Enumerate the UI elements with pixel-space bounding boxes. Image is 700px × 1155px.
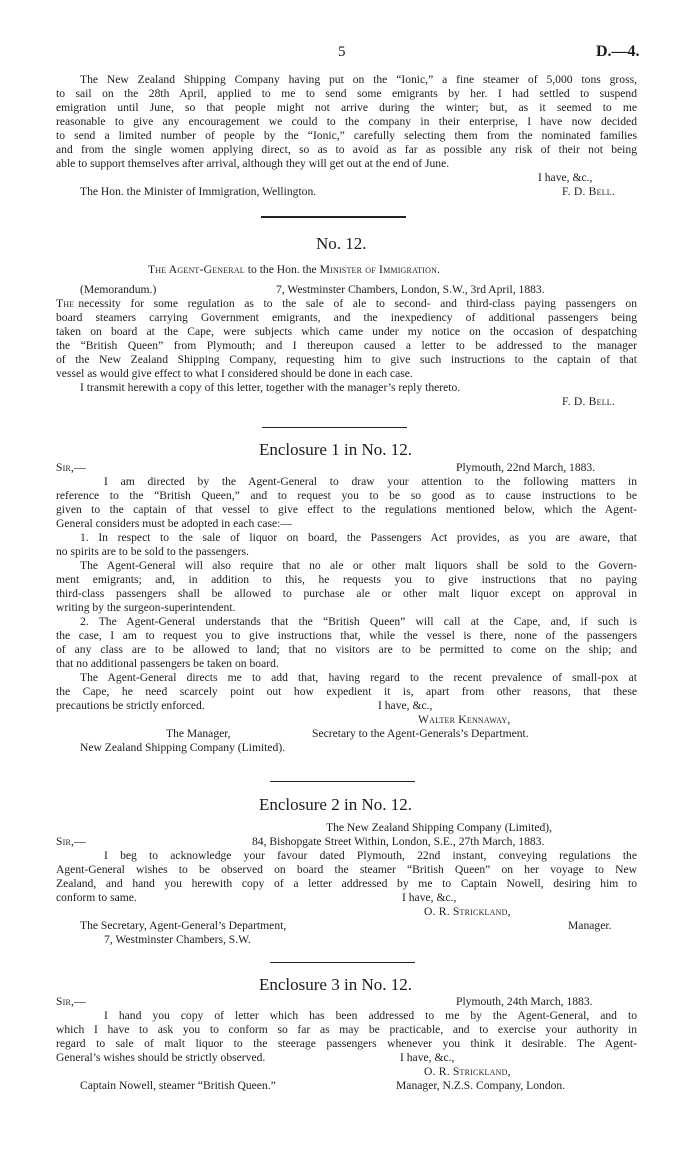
no12-signature: F. D. Bell. — [562, 395, 615, 408]
no12-subtitle-mid: to the Hon. the — [247, 263, 317, 276]
enclosure-3-line: regard to sale of malt liquor to the steerage passengers whenever you think it desirable. The Agent- — [56, 1037, 637, 1050]
enclosure-2-line: Zealand, and hand you herewith copy of a letter addressed by me to Captain Nowell, desiring him to — [56, 877, 637, 890]
enclosure-3-last-line: General’s wishes should be strictly observed. — [56, 1051, 266, 1064]
enclosure-2-addressee: The Secretary, Agent-General’s Department, — [80, 919, 287, 932]
enclosure-1-line: reference to the “British Queen,” and to request you to be so good as to cause instructions to be — [56, 489, 637, 502]
enclosure-1-line: The Agent-General directs me to add that, having regard to the recent prevalence of small-pox at — [80, 671, 637, 684]
document-reference: D.—4. — [596, 43, 640, 60]
no12-subtitle — [148, 263, 440, 277]
no12-subtitle-from: The Agent-General — [148, 263, 245, 276]
enclosure-2-line: Agent-General wishes to be observed on board the steamer “British Queen” on her voyage to New — [56, 863, 637, 876]
enclosure-2-heading: Enclosure 2 in No. 12. — [259, 795, 412, 814]
enclosure-1-addressee-company: New Zealand Shipping Company (Limited). — [80, 741, 286, 754]
section-divider — [262, 427, 407, 428]
no12-line: of the New Zealand Shipping Company, requesting him to give such instructions to the captain of that — [56, 353, 637, 366]
enclosure-2-line: I beg to acknowledge your favour dated Plymouth, 22nd instant, conveying regulations the — [104, 849, 637, 862]
enclosure-1-line: no spirits are to be sold to the passengers. — [56, 545, 249, 558]
enclosure-3-signature: O. R. Strickland, — [424, 1065, 511, 1078]
no12-first-line — [56, 297, 637, 311]
letter-a-signature: F. D. Bell. — [562, 185, 615, 198]
letter-a-line: emigration until June, so that people might not arrive during the winter; but, as it seemed to me — [56, 101, 637, 114]
letter-a-line: to sail on the 28th April, applied to me to send some emigrants by her. I had settled to suspend — [56, 87, 637, 100]
enclosure-2-closing: I have, &c., — [402, 891, 457, 904]
enclosure-2-salutation: Sir,— — [56, 835, 86, 848]
enclosure-1-line: given to the captain of that vessel to give effect to the regulations mentioned below, which the Agent- — [56, 503, 637, 516]
enclosure-1-line: General considers must be adopted in each case:— — [56, 517, 292, 530]
enclosure-2-last-line: conform to same. — [56, 891, 137, 904]
enclosure-1-line: writing by the surgeon-superintendent. — [56, 601, 236, 614]
letter-a-line: to send a limited number of people by the “Ionic,” carefully selecting them from the nominated families — [56, 129, 637, 142]
no12-heading: No. 12. — [316, 234, 367, 253]
enclosure-2-address: 84, Bishopgate Street Within, London, S.E., 27th March, 1883. — [252, 835, 545, 848]
no12-line: necessity for some regulation as to the sale of ale to second- and third-class paying passengers on — [78, 297, 637, 310]
enclosure-2-company: The New Zealand Shipping Company (Limited), — [326, 821, 553, 834]
enclosure-1-addressee: The Manager, — [166, 727, 231, 740]
enclosure-1-line: 1. In respect to the sale of liquor on board, the Passengers Act provides, as you are aware, that — [80, 531, 637, 544]
enclosure-3-salutation: Sir,— — [56, 995, 86, 1008]
enclosure-1-line: that no additional passengers be taken on board. — [56, 657, 279, 670]
no12-line: the “British Queen” from Plymouth; and I thereupon caused a letter to be addressed to the manager — [56, 339, 637, 352]
section-divider — [261, 216, 406, 218]
enclosure-1-line: third-class passengers shall be allowed to purchase ale or other malt liquor except on approval in — [56, 587, 637, 600]
no12-memo-label: (Memorandum.) — [80, 283, 157, 296]
enclosure-3-closing: I have, &c., — [400, 1051, 455, 1064]
enclosure-1-line: The Agent-General will also require that no ale or other malt liquors shall be sold to the Govern- — [80, 559, 637, 572]
no12-subtitle-to: Minister of Immigration. — [319, 263, 441, 276]
enclosure-1-line: ment emigrants; and, in addition to this, he requests you to give instructions that no paying — [56, 573, 637, 586]
enclosure-1-line: the Cape, he need scarcely point out how expedient it is, apart from other reasons, that these — [56, 685, 637, 698]
enclosure-1-signatory-title: Secretary to the Agent-Generals’s Department. — [312, 727, 529, 740]
letter-a-addressee: The Hon. the Minister of Immigration, Wellington. — [80, 185, 317, 198]
enclosure-1-signature: Walter Kennaway, — [418, 713, 511, 726]
no12-first-word: The — [56, 297, 75, 310]
enclosure-2-signatory-title: Manager. — [568, 919, 612, 932]
enclosure-3-heading: Enclosure 3 in No. 12. — [259, 975, 412, 994]
enclosure-1-salutation: Sir,— — [56, 461, 86, 474]
enclosure-3-signatory-title: Manager, N.Z.S. Company, London. — [396, 1079, 566, 1092]
letter-a-line: reasonable to give any encouragement we could to the company in their enterprise, I have now decided — [56, 115, 637, 128]
section-divider — [270, 962, 415, 963]
no12-line: vessel as would give effect to what I considered should be done in each case. — [56, 367, 413, 380]
letter-a-line: and from the single women applying direct, so as to avoid as far as possible any risk of their not being — [56, 143, 637, 156]
no12-last-line: I transmit herewith a copy of this letter, together with the manager’s reply thereto. — [80, 381, 461, 394]
enclosure-1-line: the case, I am to request you to give instructions that, while the vessel is there, none of the passengers — [56, 629, 637, 642]
letter-a-line: The New Zealand Shipping Company having put on the “Ionic,” a fine steamer of 5,000 tons gross, — [80, 73, 637, 86]
letter-a-closing: I have, &c., — [538, 171, 593, 184]
enclosure-3-line: which I have to ask you to conform so far as may be practicable, and to exercise your authority in — [56, 1023, 637, 1036]
enclosure-2-addressee-address: 7, Westminster Chambers, S.W. — [104, 933, 251, 946]
section-divider — [270, 781, 415, 782]
enclosure-1-last-line: precautions be strictly enforced. — [56, 699, 205, 712]
enclosure-1-place-date: Plymouth, 22nd March, 1883. — [456, 461, 596, 474]
letter-a-line: able to support themselves after arrival, although they will get out at the end of June. — [56, 157, 450, 170]
enclosure-1-line: I am directed by the Agent-General to draw your attention to the following matters in — [104, 475, 637, 488]
enclosure-1-heading: Enclosure 1 in No. 12. — [259, 440, 412, 459]
no12-line: board steamers carrying Government emigrants, and the inexpediency of additional passengers being — [56, 311, 637, 324]
enclosure-3-addressee: Captain Nowell, steamer “British Queen.” — [80, 1079, 276, 1092]
enclosure-3-place-date: Plymouth, 24th March, 1883. — [456, 995, 593, 1008]
enclosure-3-line: I hand you copy of letter which has been addressed to me by the Agent-General, and to — [104, 1009, 637, 1022]
enclosure-1-line: of any class are to be allowed to land; that no visitors are to be permitted to come on the ship; and — [56, 643, 637, 656]
page-number: 5 — [338, 44, 346, 60]
enclosure-2-signature: O. R. Strickland, — [424, 905, 511, 918]
enclosure-1-closing: I have, &c., — [378, 699, 433, 712]
enclosure-1-line: 2. The Agent-General understands that the “British Queen” will call at the Cape, and, if such is — [80, 615, 637, 628]
no12-line: taken on board at the Cape, were subjects which came under my notice on the occasion of despatching — [56, 325, 637, 338]
no12-address: 7, Westminster Chambers, London, S.W., 3rd April, 1883. — [276, 283, 545, 296]
